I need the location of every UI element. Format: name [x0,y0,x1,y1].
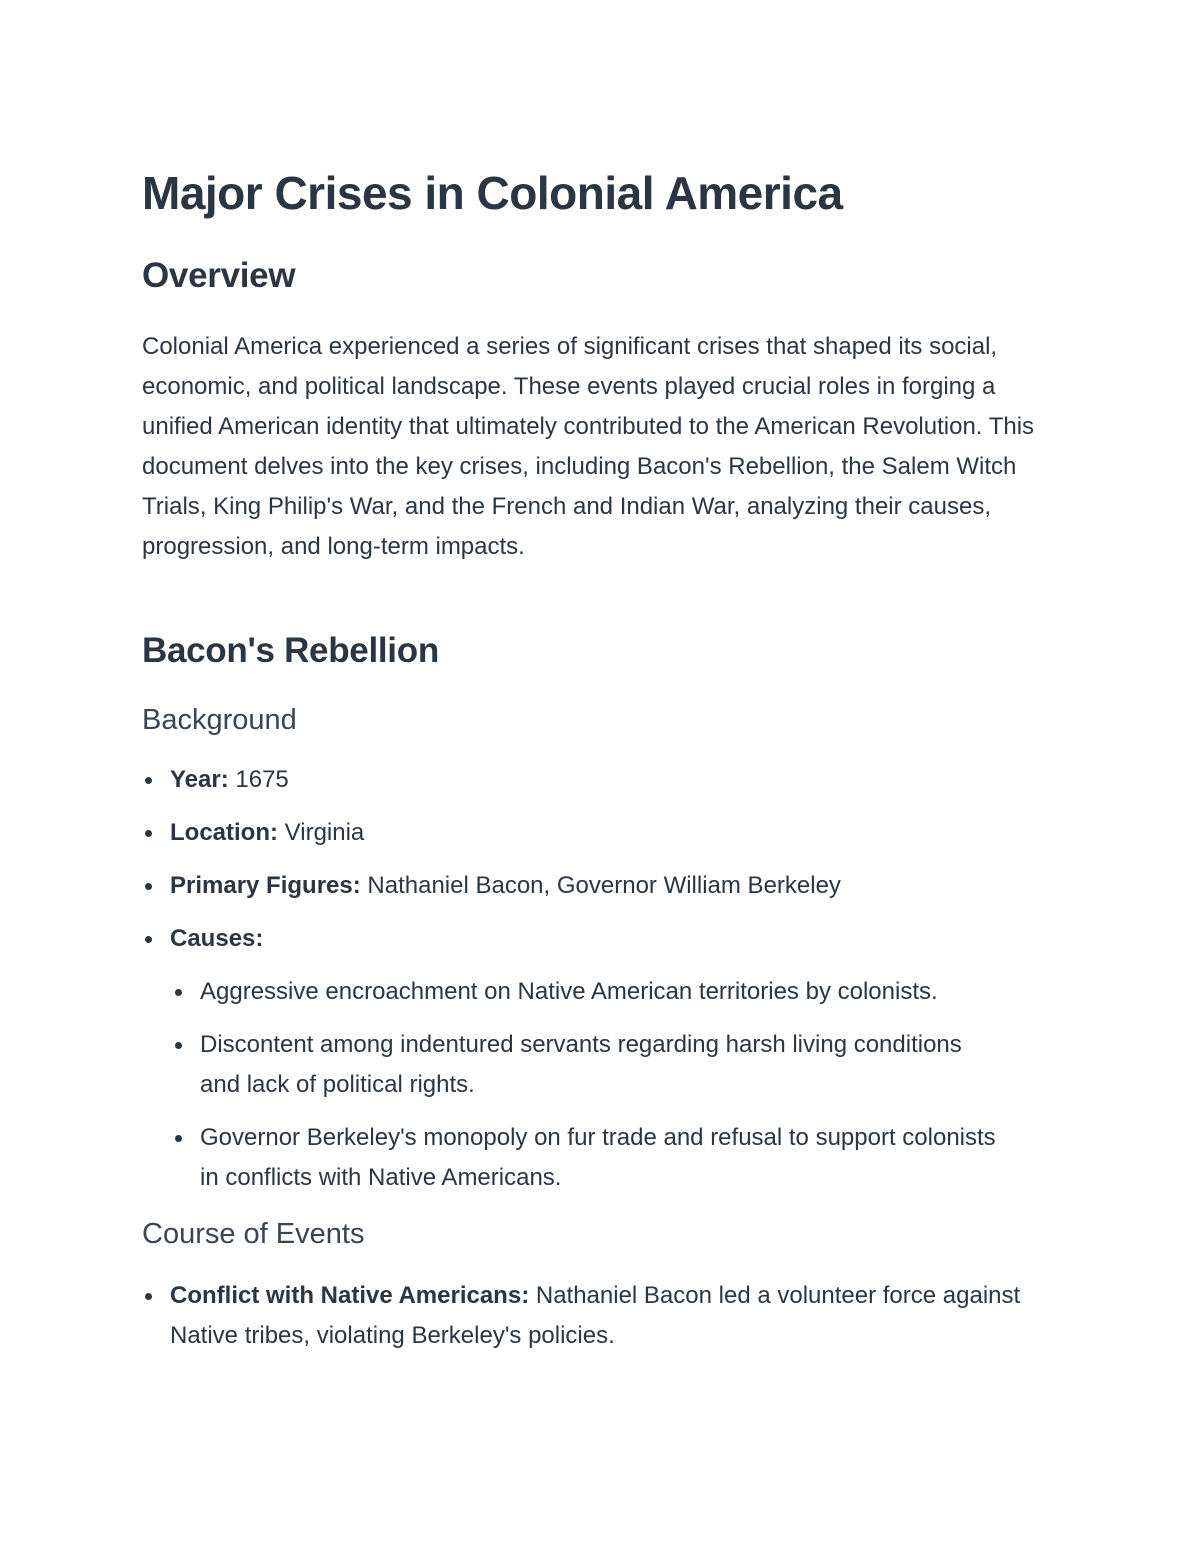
bullet-icon [175,1135,182,1142]
bullet-icon [145,883,152,890]
cause-item [200,1025,990,1105]
bullet-icon [145,1293,152,1300]
list-item-primary-figures [170,866,841,906]
list-item-label: Primary Figures: [170,872,361,899]
bullet-icon [145,830,152,837]
bullet-icon [145,936,152,943]
subheading-course-of-events: Course of Events [142,1218,365,1250]
list-item-causes [170,919,263,959]
bullet-icon [175,989,182,996]
list-item-conflict [170,1276,1062,1356]
section-heading-bacons-rebellion: Bacon's Rebellion [142,631,439,670]
cause-text: Aggressive encroachment on Native American territories by colonists. [200,978,938,1005]
bullet-icon [145,777,152,784]
list-item-text: Nathaniel Bacon, Governor William Berkeley [360,872,841,899]
list-item-year [170,760,289,800]
list-item-location [170,813,364,853]
list-item-text: Virginia [278,819,365,846]
page-title: Major Crises in Colonial America [142,167,843,219]
bullet-icon [175,1042,182,1049]
section-heading-overview: Overview [142,256,296,295]
cause-item [200,972,1062,1012]
cause-text: Governor Berkeley's monopoly on fur trade and refusal to support colonists in conflicts with Native Americans. [200,1124,996,1191]
list-item-text: 1675 [228,766,289,793]
cause-item [200,1118,1020,1198]
subheading-background: Background [142,704,297,736]
list-item-label: Location: [170,819,278,846]
cause-text: Discontent among indentured servants regarding harsh living conditions and lack of political rights. [200,1031,962,1098]
overview-paragraph: Colonial America experienced a series of significant crises that shaped its social, economic, and political landscape. These events played crucial roles in forging a unified American identity that ultimately contributed to the American Revolution. This document delves into the key crises, including Bacon's Rebellion, the Salem Witch Trials, King Philip's War, and the French and Indian War, analyzing their causes, progression, and long-term impacts. [142,333,1035,560]
list-item-label: Causes: [170,925,264,952]
list-item-label: Year: [170,766,229,793]
list-item-text: Nathaniel Bacon led a volunteer force against Native tribes, violating Berkeley's policies. [170,1282,1021,1349]
list-item-label: Conflict with Native Americans: [170,1282,530,1309]
